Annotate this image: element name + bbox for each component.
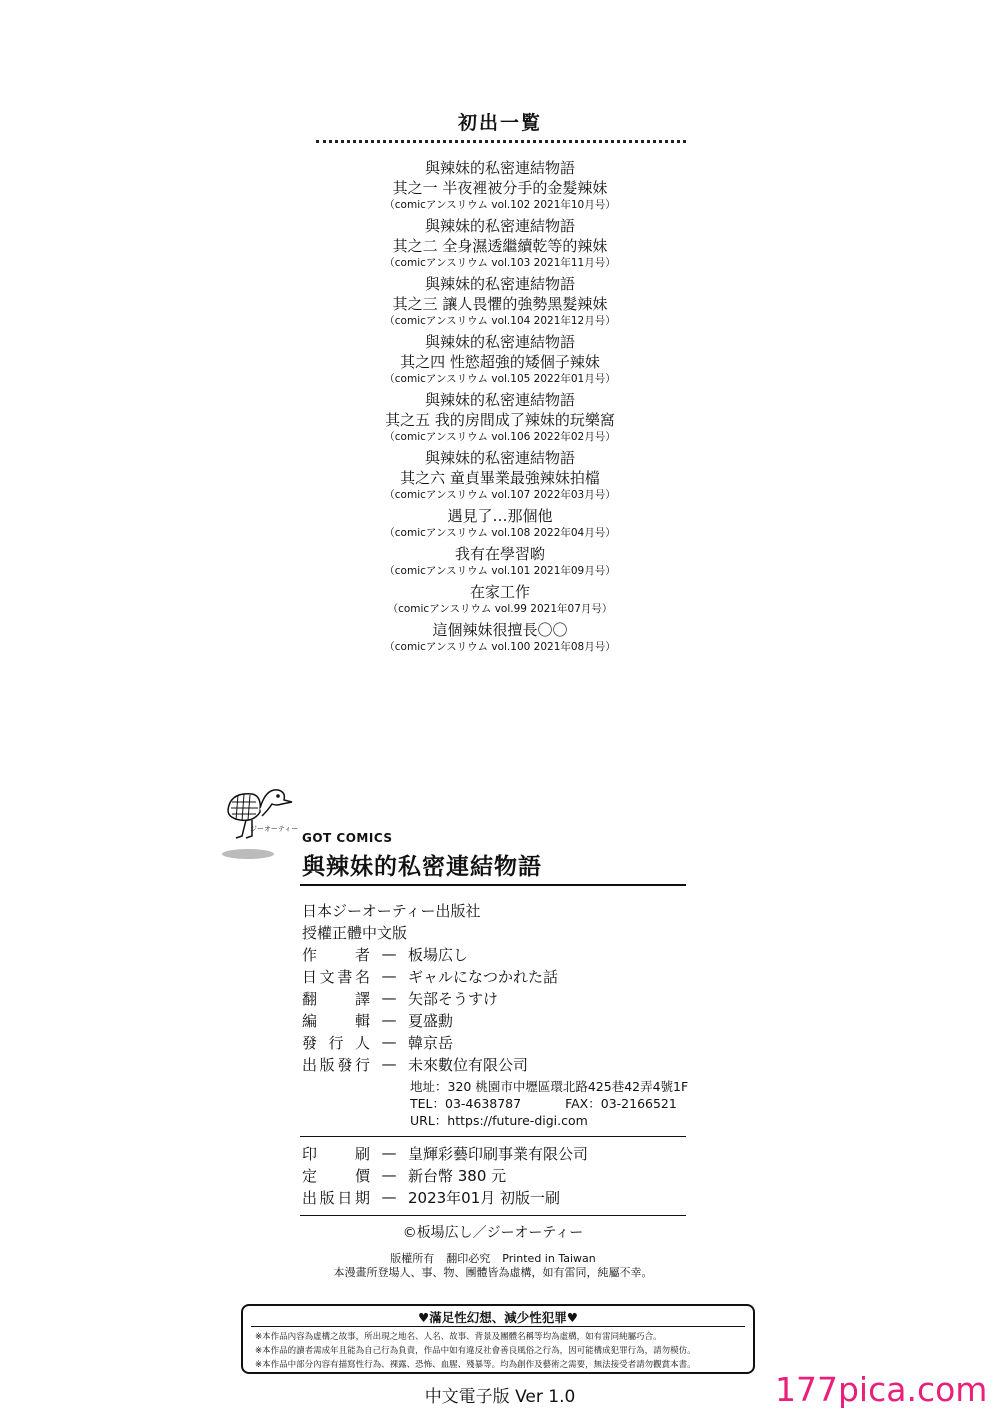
credit-row (302, 1142, 588, 1164)
credit-row (302, 1009, 558, 1031)
publisher-line: 日本ジーオーティー出版社 (302, 902, 481, 920)
title-rule (300, 884, 686, 886)
work-source: （comicアンスリウム vol.100 2021年08月号） (384, 641, 616, 653)
work-title-line: 我有在學習喲 (454, 545, 545, 563)
work-source: （comicアンスリウム vol.101 2021年09月号） (384, 565, 616, 577)
work-title-line: 與辣妹的私密連結物語 (424, 449, 575, 467)
notice-title: ♥滿足性幻想、減少性犯罪♥ (418, 1310, 578, 1325)
credit-dash: — (381, 989, 397, 1007)
credit-dash: — (381, 1188, 397, 1206)
work-title-line: 與辣妹的私密連結物語 (424, 333, 575, 351)
credit-row (302, 1053, 558, 1075)
credit-label: 定 價 (302, 1166, 370, 1185)
credit-dash: — (381, 1144, 397, 1162)
credits-list (302, 943, 558, 1075)
work-source: （comicアンスリウム vol.103 2021年11月号） (384, 257, 616, 269)
bird-logo (222, 780, 302, 862)
rights-text: 翻印必究 (446, 1252, 491, 1265)
logo-caption: ジーオーティー (250, 825, 299, 833)
work-entry (0, 582, 1000, 616)
dotted-divider (316, 140, 686, 143)
credit-label: 發 行 人 (302, 1033, 370, 1052)
notice-line: ※本作品的讀者需成年且能為自己行為負責，作品中如有違反社會善良風俗之行為，因可能構成犯罪行為，請勿模仿。 (255, 1346, 696, 1356)
work-title-line: 與辣妹的私密連結物語 (424, 217, 575, 235)
work-source: （comicアンスリウム vol.106 2022年02月号） (384, 431, 616, 443)
work-entry (0, 158, 1000, 212)
work-entry (0, 506, 1000, 540)
credit-dash: — (381, 1011, 397, 1029)
credit-value: 新台幣 380 元 (408, 1166, 507, 1185)
work-title-line: 其之一 半夜裡被分手的金髮辣妹 (392, 179, 608, 197)
work-entry (0, 620, 1000, 654)
work-source: （comicアンスリウム vol.99 2021年07月号） (387, 603, 613, 615)
credit-dash: — (381, 1033, 397, 1051)
fax: FAX：03-2166521 (565, 1096, 677, 1111)
work-title-line: 與辣妹的私密連結物語 (424, 159, 575, 177)
credit-label: 出 版 發 行 (302, 1055, 370, 1074)
tel: TEL：03-4638787 (410, 1096, 522, 1111)
credit-value: 韓京岳 (408, 1033, 454, 1052)
work-title-line: 其之三 讓人畏懼的強勢黑髮辣妹 (392, 295, 608, 313)
book-title: 與辣妹的私密連結物語 (302, 854, 542, 880)
credits-rule (300, 1215, 686, 1216)
publisher-line: 授權正體中文版 (302, 924, 408, 942)
credit-value: ギャルになつかれた話 (408, 967, 559, 986)
phone-line (410, 1095, 688, 1112)
notice-rule (251, 1326, 745, 1327)
credit-label: 翻 譯 (302, 989, 370, 1008)
work-entry (0, 448, 1000, 502)
credit-value: 板場広し (408, 945, 469, 964)
work-entry (0, 544, 1000, 578)
edition-version: 中文電子版 Ver 1.0 (424, 1387, 576, 1407)
copyright: ©板場広し／ジーオーティー (402, 1225, 584, 1241)
credit-row (302, 1164, 588, 1186)
credit-dash: — (381, 1055, 397, 1073)
work-entry (0, 332, 1000, 386)
credit-row (302, 1186, 588, 1208)
work-title-line: 遇見了…那個他 (447, 507, 553, 525)
work-source: （comicアンスリウム vol.105 2022年01月号） (384, 373, 616, 385)
publisher-block (302, 900, 481, 944)
rights-text: 版權所有 (390, 1252, 435, 1265)
work-source: （comicアンスリウム vol.107 2022年03月号） (384, 489, 616, 501)
rights-block (300, 1252, 686, 1280)
credit-dash: — (381, 1166, 397, 1184)
url-line: URL：https://future-digi.com (410, 1113, 588, 1128)
credit-value: 夏盛勳 (408, 1011, 454, 1030)
address-rule (300, 1136, 686, 1137)
credit-label: 日 文 書 名 (302, 967, 370, 986)
address-block (410, 1078, 688, 1129)
notice-lines (255, 1330, 696, 1372)
credit-dash: — (381, 945, 397, 963)
notice-box (241, 1304, 755, 1374)
work-title-line: 這個辣妹很擅長〇〇 (432, 621, 568, 639)
printed-in: Printed in Taiwan (502, 1252, 596, 1265)
work-source: （comicアンスリウム vol.108 2022年04月号） (384, 527, 616, 539)
address-line: 地址：320 桃園市中壢區環北路425巷42弄4號1F (410, 1079, 689, 1094)
credit-value: 2023年01月 初版一刷 (408, 1188, 561, 1207)
series-label: GOT COMICS (302, 831, 393, 845)
credit-dash: — (381, 967, 397, 985)
work-title-line: 其之四 性慾超強的矮個子辣妹 (400, 353, 600, 371)
work-title-line: 與辣妹的私密連結物語 (424, 391, 575, 409)
print-credits-list (302, 1142, 588, 1208)
work-entry (0, 216, 1000, 270)
work-title-line: 在家工作 (469, 583, 530, 601)
work-title-line: 與辣妹的私密連結物語 (424, 275, 575, 293)
credit-label: 編 輯 (302, 1011, 370, 1030)
credit-value: 皇輝彩藝印刷事業有限公司 (408, 1144, 589, 1163)
credit-label: 作 者 (302, 945, 370, 964)
credit-row (302, 1031, 558, 1053)
work-title-line: 其之六 童貞畢業最強辣妹拍檔 (400, 469, 600, 487)
work-entry (0, 390, 1000, 444)
credit-label: 出 版 日 期 (302, 1188, 370, 1207)
credit-row (302, 965, 558, 987)
notice-line: ※本作品中部分內容有描寫性行為、裸露、恐怖、血腥、殘暴等。均為創作及藝術之需要，無法接受者請勿觀賞本書。 (255, 1360, 696, 1370)
work-source: （comicアンスリウム vol.102 2021年10月号） (384, 199, 616, 211)
credit-value: 未來數位有限公司 (408, 1055, 529, 1074)
credit-label: 印 刷 (302, 1144, 370, 1163)
disclaimer: 本漫畫所登場人、事、物、團體皆為虛構，如有雷同，純屬不幸。 (333, 1266, 653, 1279)
first-appearance-title: 初出一覧 (457, 112, 542, 134)
notice-line: ※本作品內容為虛構之故事，所出現之地名、人名、故事、背景及團體名稱等均為虛構，如有雷同純屬巧合。 (255, 1332, 662, 1342)
credit-row (302, 943, 558, 965)
site-watermark: 177pica.com (775, 1370, 988, 1409)
work-title-line: 其之五 我的房間成了辣妹的玩樂窩 (385, 411, 615, 429)
credit-row (302, 987, 558, 1009)
work-entry (0, 274, 1000, 328)
work-source: （comicアンスリウム vol.104 2021年12月号） (384, 315, 616, 327)
work-title-line: 其之二 全身濕透繼續乾等的辣妹 (392, 237, 608, 255)
credit-value: 矢部そうすけ (408, 989, 499, 1008)
first-appearance-list (0, 158, 1000, 658)
